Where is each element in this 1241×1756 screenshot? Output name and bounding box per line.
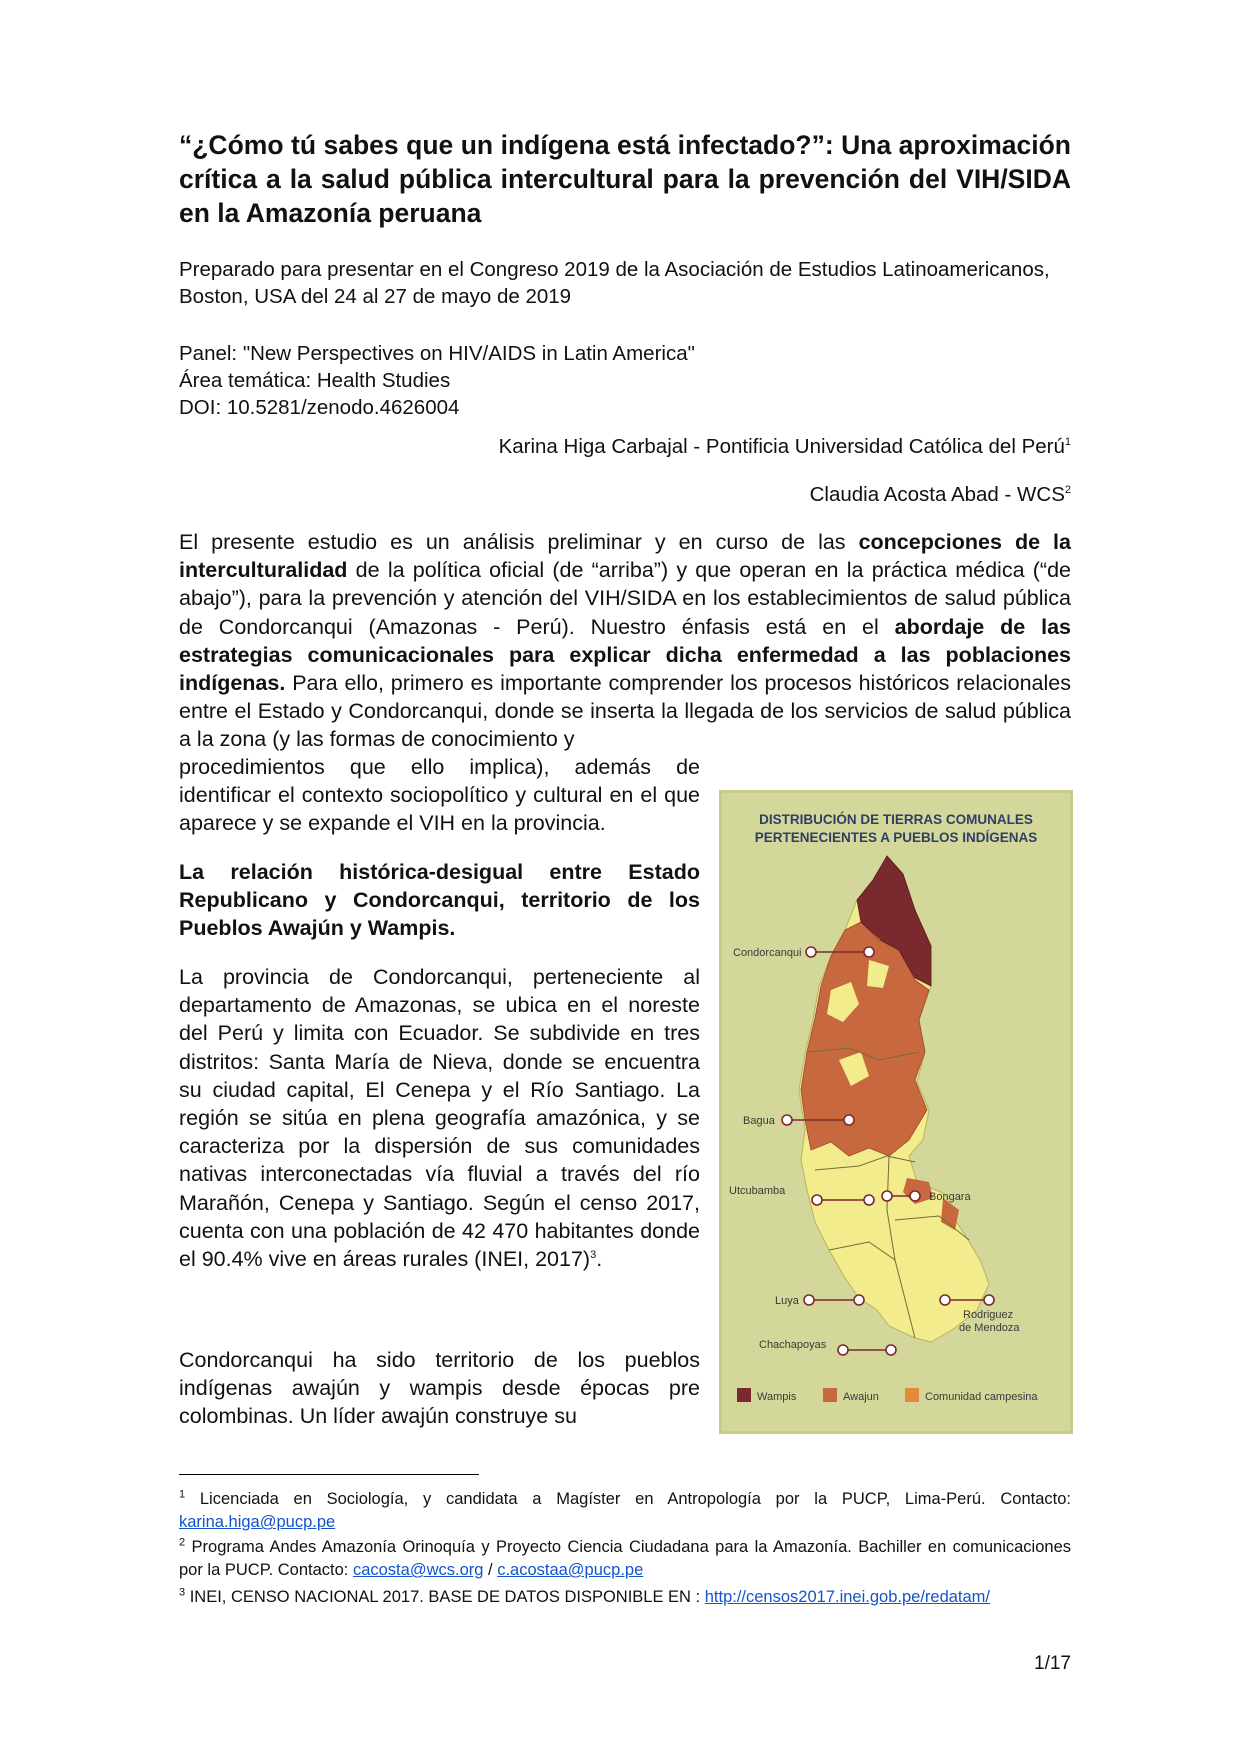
author-1: Karina Higa Carbajal - Pontificia Universidad Católica del Perú$^1$ <box>498 435 1071 458</box>
footnote-1: $^1$ Licenciada en Sociología, y candidata a Magíster en Antropología por la PUCP, Lima-Perú. Contacto: karina.higa@pucp.pe <box>179 1488 1071 1531</box>
page-number: 1/17 <box>1034 1653 1071 1674</box>
census-link[interactable]: http://censos2017.inei.gob.pe/redatam/ <box>704 1588 991 1606</box>
map-title-line-1: DISTRIBUCIÓN DE TIERRAS COMUNALES <box>759 812 1033 827</box>
email-link-karina[interactable]: karina.higa@pucp.pe <box>179 1513 336 1531</box>
author-2: Claudia Acosta Abad - WCS$^2$ <box>809 483 1071 506</box>
legend-label-campesina: Comunidad campesina <box>925 1391 1038 1403</box>
map-label-rodriguez: Rodriguez <box>963 1309 1014 1321</box>
doi-line: DOI: 10.5281/zenodo.4626004 <box>179 396 460 419</box>
map-label-condorcanqui: Condorcanqui <box>733 947 802 959</box>
map-label-luya: Luya <box>775 1295 799 1307</box>
body-paragraph: La provincia de Condorcanqui, perteneciente al departamento de Amazonas, se ubica en el noreste del Perú y limita con Ecuador. Se subdivide en tres distritos: Santa María de Nieva, donde se encuentra su ciudad capital, El Cenepa y el Río Santiago. La región se sitúa en plena geografía amazónica, y se caracteriza por la dispersión de sus comunidades nativas interconectadas vía fluvial a través del río Marañón, Cenepa y Santiago. Según el censo 2017, cuenta con una población de 42 470 habitantes donde el 90.4% vive en áreas rurales (INEI, 2017)$^3$. <box>179 965 700 1272</box>
map-label-utcubamba: Utcubamba <box>729 1185 786 1197</box>
map-label-de-mendoza: de Mendoza <box>959 1322 1020 1334</box>
section-heading: La relación histórica-desigual entre Estado Republicano y Condorcanqui, territorio de los Pueblos Awajún y Wampis. <box>179 860 700 941</box>
intro-paragraph: El presente estudio es un análisis preliminar y en curso de las concepciones de la interculturalidad de la política oficial (de “arriba”) y que operan en la práctica médica (“de abajo”), para la prevención y atención del VIH/SIDA en los establecimientos de salud pública de Condorcanqui (Amazonas - Perú). Nuestro énfasis está en el abordaje de las estrategias comunicacionales para explicar dicha enfermedad a las poblaciones indígenas. Para ello, primero es importante comprender los procesos históricos relacionales entre el Estado y Condorcanqui, donde se inserta la llegada de los servicios de salud pública a la zona (y las formas de conocimiento y <box>179 530 1071 752</box>
paper-title: “¿Cómo tú sabes que un indígena está infectado?”: Una aproximación crítica a la salud pública intercultural para la prevención del VIH/SIDA en la Amazonía peruana <box>179 130 1071 228</box>
legend-label-awajun: Awajun <box>843 1391 879 1403</box>
footnote-2: $^2$ Programa Andes Amazonía Orinoquía y Proyecto Ciencia Ciudadana para la Amazonía. Bachiller en comunicaciones por la PUCP. Contacto: cacosta@wcs.org / c.acostaa@pucp.pe <box>179 1536 1071 1579</box>
legend-swatch-awajun <box>823 1388 837 1402</box>
footnote-ref-2[interactable]: 2 <box>1064 484 1071 497</box>
map-label-bagua: Bagua <box>743 1115 775 1127</box>
legend-label-wampis: Wampis <box>757 1391 797 1403</box>
indigenous-lands-map <box>719 790 1073 1434</box>
email-link-wcs[interactable]: cacosta@wcs.org <box>352 1561 484 1579</box>
panel-line: Panel: "New Perspectives on HIV/AIDS in Latin America" <box>179 342 695 365</box>
map-title-line-2: PERTENECIENTES A PUEBLOS INDÍGENAS <box>754 830 1038 845</box>
map-label-chachapoyas: Chachapoyas <box>759 1339 827 1351</box>
footnote-ref-1[interactable]: 1 <box>1064 436 1071 449</box>
map-label-bongara: Bongara <box>929 1191 971 1203</box>
intro-paragraph-continued: procedimientos que ello implica), además de identificar el contexto sociopolítico y cultural en el que aparece y se expande el VIH en la provincia. <box>179 755 700 836</box>
footnote-ref-3[interactable]: 3 <box>590 1248 597 1261</box>
legend-swatch-campesina <box>905 1388 919 1402</box>
body-paragraph-2: Condorcanqui ha sido territorio de los pueblos indígenas awajún y wampis desde épocas pre colombinas. Un líder awajún construye su <box>179 1348 700 1429</box>
presentation-note: Preparado para presentar en el Congreso 2019 de la Asociación de Estudios Latinoamericanos, Boston, USA del 24 al 27 de mayo de 2019 <box>179 258 1050 308</box>
legend-swatch-wampis <box>737 1388 751 1402</box>
thematic-area: Área temática: Health Studies <box>179 369 451 392</box>
email-link-pucp[interactable]: c.acostaa@pucp.pe <box>497 1561 644 1579</box>
footnote-3: $^3$ INEI, CENSO NACIONAL 2017. BASE DE DATOS DISPONIBLE EN : http://censos2017.inei.gob.pe/redatam/ <box>179 1586 991 1606</box>
footnote-separator <box>179 1474 479 1475</box>
